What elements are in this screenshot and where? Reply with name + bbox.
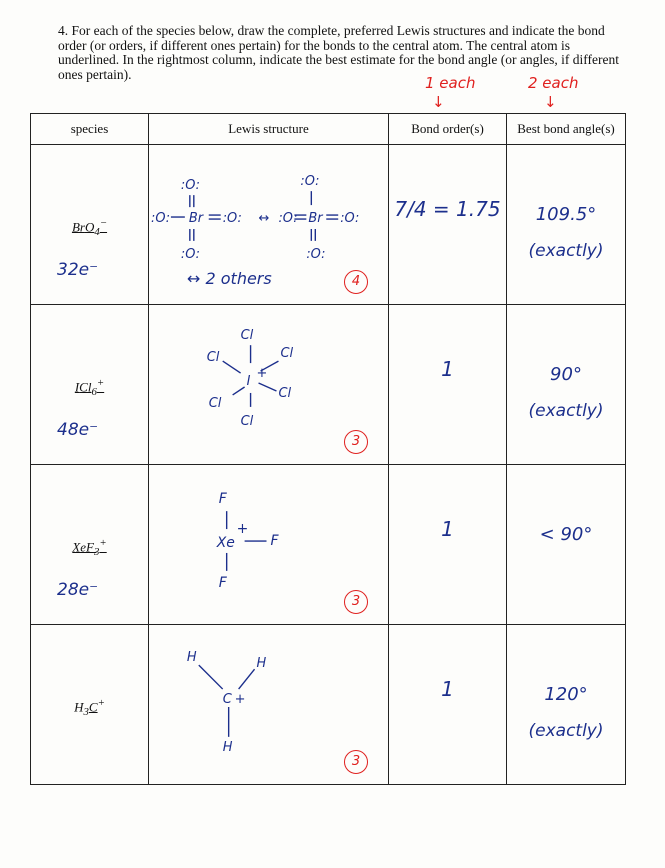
f-atom-top: F xyxy=(218,491,227,508)
angle-note: (exactly) xyxy=(528,401,604,421)
bond-order-value: 7/4 = 1.75 xyxy=(394,197,501,221)
o-atom-top-right: :O: xyxy=(300,174,320,190)
angle-cell xyxy=(507,305,626,465)
angle-arrow: ↓ xyxy=(544,93,557,111)
o-atom-top-left: :O: xyxy=(180,178,201,194)
question-text: 4. For each of the species below, draw the complete, preferred Lewis structures and indicate the bond order (or orders, if different ones pertain) for the bonds to the central atom. The central atom is underlined. In the rightmost column, indicate the best estimate for the bond angle (or angles, if different ones pertain). xyxy=(58,23,619,82)
br-atom-left: Br xyxy=(188,211,204,227)
table-row-xef3 xyxy=(31,465,626,625)
o-atom-left: :O: xyxy=(150,211,171,227)
score-circle: 3 xyxy=(344,590,368,614)
bond-order-points-note: 1 each xyxy=(425,74,476,92)
lewis-cell xyxy=(149,465,389,625)
angle-cell xyxy=(507,465,626,625)
h-atom-top-right: H xyxy=(256,656,267,672)
angle-note: (exactly) xyxy=(528,241,604,261)
species-formula: ICl$_6$+ xyxy=(74,377,105,398)
bond-order-value: 1 xyxy=(441,677,454,701)
o-atom-right-1: :O: xyxy=(222,211,242,227)
o-atom-left-2: :O: xyxy=(278,211,298,227)
cl-atom-right-bottom: Cl xyxy=(278,385,292,401)
h-atom-bottom: H xyxy=(222,739,233,755)
lewis-cell xyxy=(149,625,389,785)
lewis-cell xyxy=(149,305,389,465)
xe-atom: Xe xyxy=(216,534,235,551)
angle-value: 120° (exactly) xyxy=(507,677,625,749)
xe-charge: + xyxy=(236,521,249,538)
bond-order-arrow: ↓ xyxy=(432,93,445,111)
angle-cell xyxy=(507,625,626,785)
br-atom-right: Br xyxy=(308,211,323,227)
angle-points-note: 2 each xyxy=(528,74,579,92)
header-species: species xyxy=(31,114,149,145)
table-row-icl6 xyxy=(31,305,626,465)
h-atom-top-left: H xyxy=(186,650,197,666)
electron-count: 28e⁻ xyxy=(57,580,99,600)
resonance-arrow: ↔ xyxy=(258,211,270,227)
lewis-cell xyxy=(149,145,389,305)
species-cell xyxy=(31,625,149,785)
answer-table xyxy=(30,113,626,785)
header-bond-order: Bond order(s) xyxy=(389,114,507,145)
resonance-note: ↔ 2 others xyxy=(187,269,272,288)
angle-value: 109.5° (exactly) xyxy=(507,197,625,269)
c-atom: C xyxy=(222,692,232,708)
species-formula: XeF$_3$+ xyxy=(72,537,107,558)
cl-atom-bottom: Cl xyxy=(240,413,254,429)
angle-value: < 90° xyxy=(539,524,593,545)
cl-atom-bottom-left: Cl xyxy=(208,395,222,411)
species-cell xyxy=(31,305,149,465)
header-angle: Best bond angle(s) xyxy=(507,114,626,145)
bond-order-cell xyxy=(389,465,507,625)
bond-order-cell xyxy=(389,145,507,305)
species-cell xyxy=(31,145,149,305)
cl-atom-right-top: Cl xyxy=(280,346,294,362)
species-formula: $H_3C^+$ xyxy=(74,697,105,718)
score-circle: 4 xyxy=(344,270,368,294)
bond-order-value: 1 xyxy=(441,357,454,381)
i-atom: I xyxy=(246,373,251,389)
angle-note: (exactly) xyxy=(528,721,604,741)
bond-order-value: 1 xyxy=(441,517,454,541)
o-atom-bottom-right: :O: xyxy=(306,246,326,262)
electron-count: 32e⁻ xyxy=(57,260,99,280)
header-row xyxy=(31,114,626,145)
o-atom-bottom-left: :O: xyxy=(180,246,201,262)
bond-order-cell xyxy=(389,305,507,465)
header-lewis: Lewis structure xyxy=(149,114,389,145)
f-atom-bottom: F xyxy=(218,574,227,591)
cl-atom-left: Cl xyxy=(206,350,220,366)
table-row-bro4 xyxy=(31,145,626,305)
species-formula: BrO$_4$− xyxy=(71,217,108,238)
table-row-h3c xyxy=(31,625,626,785)
o-atom-right-2: :O: xyxy=(340,211,360,227)
cl-atom-top: Cl xyxy=(240,328,254,344)
c-charge: + xyxy=(234,692,246,708)
f-atom-right: F xyxy=(270,532,279,549)
i-charge: + xyxy=(256,366,268,382)
bond-order-cell xyxy=(389,625,507,785)
score-circle: 3 xyxy=(344,750,368,774)
score-circle: 3 xyxy=(344,430,368,454)
angle-cell xyxy=(507,145,626,305)
electron-count: 48e⁻ xyxy=(57,420,99,440)
angle-value: 90° (exactly) xyxy=(507,357,625,429)
species-cell xyxy=(31,465,149,625)
